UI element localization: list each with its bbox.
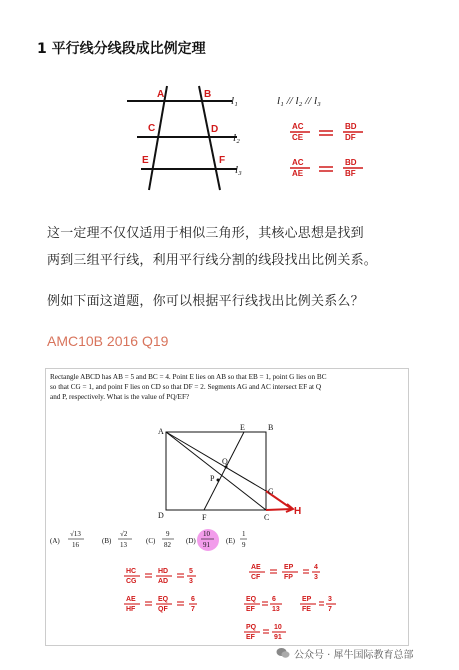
line-l2-label: l₂	[233, 132, 240, 144]
choice-b-den: 13	[120, 541, 127, 549]
note5-b: EF	[246, 634, 255, 641]
note2-d: FP	[284, 574, 293, 581]
choice-e-den: 9	[242, 541, 246, 549]
choice-a-label[interactable]: (A)	[50, 537, 60, 545]
choice-a-num: √13	[70, 530, 81, 538]
problem-card	[45, 368, 409, 646]
rect-label-f: F	[202, 513, 207, 522]
note3-a: AE	[126, 596, 136, 603]
rect-label-a: A	[158, 427, 164, 436]
note2-a: AE	[251, 564, 261, 571]
note1-c: HD	[158, 568, 169, 575]
note5-c: 10	[274, 624, 282, 631]
note1-e: 5	[189, 568, 193, 575]
label-b: B	[204, 89, 212, 100]
choice-e-num: 1	[242, 530, 246, 538]
note4-d: 13	[272, 606, 280, 613]
note4-b: EF	[246, 606, 255, 613]
line-l1-label: l₁	[231, 95, 238, 107]
note3-d: QF	[158, 606, 168, 613]
rect-label-d: D	[158, 511, 164, 520]
paragraph-2: 例如下面这道题，你可以根据平行线找出比例关系么？	[47, 294, 364, 309]
handwritten-notes	[46, 559, 408, 645]
ratio2-right-num: BD	[345, 158, 357, 167]
note2-b: CF	[251, 574, 261, 581]
problem-line-3: and P, respectively. What is the value of PQ/EF?	[50, 393, 190, 401]
ratio1-right-num: BD	[345, 122, 357, 131]
choice-c-label[interactable]: (C)	[146, 537, 156, 545]
parallel-lines-figure	[127, 82, 371, 192]
label-c: C	[148, 123, 156, 134]
choice-d-num: 10	[203, 530, 210, 538]
choice-b-label[interactable]: (B)	[102, 537, 112, 545]
ratio2-right-den: BF	[345, 169, 356, 178]
choice-e-label[interactable]: (E)	[226, 537, 235, 545]
choice-c-num: 9	[166, 530, 170, 538]
note5-a: PQ	[246, 624, 257, 631]
label-d: D	[211, 124, 219, 135]
paragraph-1-line-1: 这一定理不仅仅适用于相似三角形，其核心思想是找到	[47, 226, 364, 241]
rect-label-b: B	[268, 424, 274, 432]
problem-statement	[50, 372, 400, 402]
rect-label-h: H	[294, 506, 302, 517]
rectangle-figure	[146, 424, 351, 532]
ratio2-left-num: AC	[292, 158, 304, 167]
note3-f: 7	[191, 606, 195, 613]
paragraph-1-line-2: 两到三组平行线，利用平行线分割的线段找出比例关系。	[47, 253, 378, 268]
rect-label-g: G	[268, 487, 274, 496]
section-title: 1 平行线分线段成比例定理	[37, 41, 206, 57]
parallel-relation: l₁ // l₂ // l₃	[277, 95, 321, 107]
choice-d-label[interactable]: (D)	[186, 537, 196, 545]
note5-d: 91	[274, 634, 282, 641]
rect-label-c: C	[264, 513, 270, 522]
note2-c: EP	[284, 564, 294, 571]
note1-b: CG	[126, 578, 137, 585]
rect-label-q: Q	[222, 457, 228, 466]
note1-d: AD	[158, 578, 169, 585]
problem-heading: AMC10B 2016 Q19	[47, 333, 169, 349]
note3-e: 6	[191, 596, 195, 603]
note4-f: FE	[302, 606, 311, 613]
line-l3-label: l₃	[235, 164, 242, 176]
note4-g: 3	[328, 596, 332, 603]
note3-b: HF	[126, 606, 136, 613]
rect-label-p: P	[210, 474, 215, 483]
note2-f: 3	[314, 574, 318, 581]
note1-f: 3	[189, 578, 193, 585]
choice-b-num: √2	[120, 530, 128, 538]
choice-d-den: 91	[203, 541, 210, 549]
problem-line-1: Rectangle ABCD has AB = 5 and BC = 4. Point E lies on AB so that EB = 1, point G lies on BC	[50, 373, 327, 381]
ratio1-left-den: CE	[292, 133, 304, 142]
label-e: E	[142, 155, 149, 166]
choice-c-den: 82	[164, 541, 171, 549]
ratio1-right-den: DF	[345, 133, 356, 142]
note1-a: HC	[126, 568, 137, 575]
problem-line-2: so that CG = 1, and point F lies on CD so that DF = 2. Segments AG and AC intersect EF at Q	[50, 383, 322, 391]
choice-a-den: 16	[72, 541, 79, 549]
wechat-icon	[276, 647, 290, 659]
label-f: F	[219, 155, 226, 166]
note4-e: EP	[302, 596, 312, 603]
note4-c: 6	[272, 596, 276, 603]
label-a: A	[157, 89, 165, 100]
note4-h: 7	[328, 606, 332, 613]
watermark-text: 公众号 · 犀牛国际教育总部	[294, 650, 414, 661]
rect-label-e: E	[240, 424, 245, 432]
ratio2-left-den: AE	[292, 169, 304, 178]
note4-a: EQ	[246, 596, 257, 603]
note3-c: EQ	[158, 596, 169, 603]
ratio1-left-num: AC	[292, 122, 304, 131]
note2-e: 4	[314, 564, 318, 571]
